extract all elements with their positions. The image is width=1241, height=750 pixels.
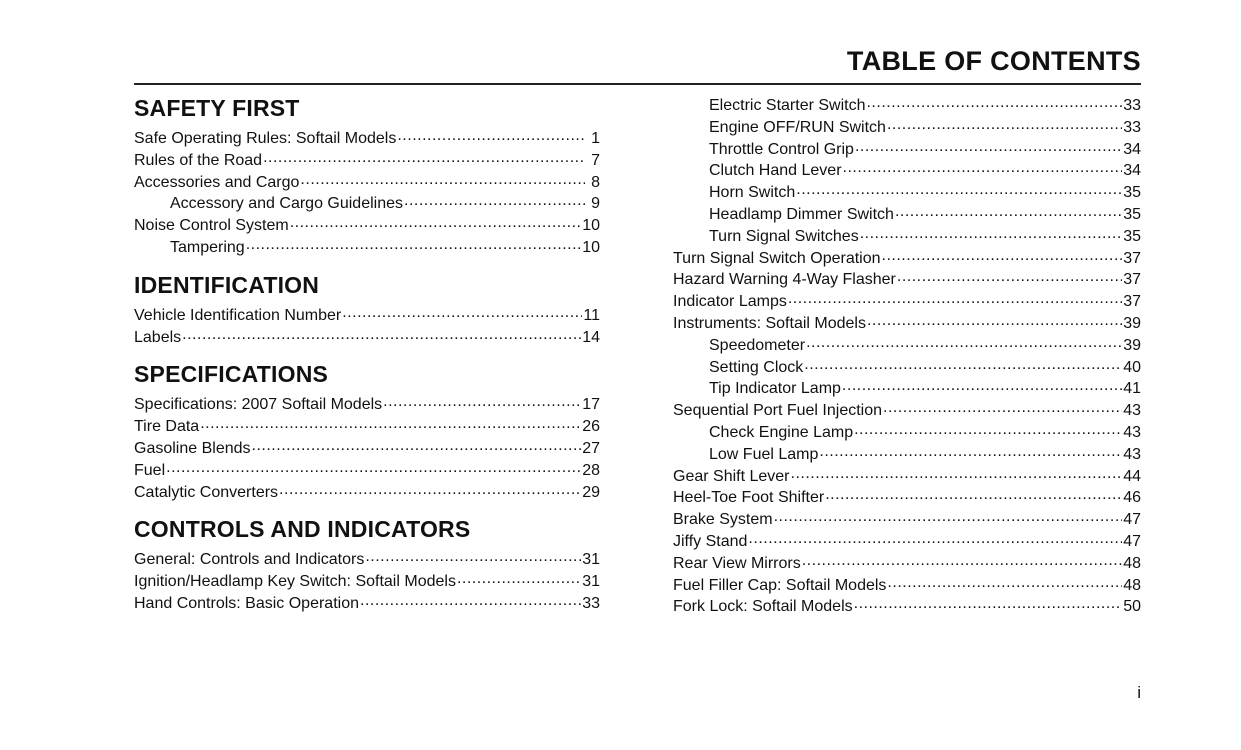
toc-entry-title: Rules of the Road (134, 151, 263, 169)
toc-entry-page: 46 (1123, 489, 1141, 507)
toc-entry-page: 11 (583, 306, 600, 324)
toc-entry-page: 29 (582, 483, 600, 501)
dot-leader (365, 550, 581, 564)
title-divider (134, 83, 1141, 85)
toc-entry[interactable] (673, 204, 1141, 226)
toc-entry-page: 9 (591, 195, 600, 213)
dot-leader (843, 161, 1123, 175)
toc-entry[interactable] (134, 416, 600, 438)
toc-entry-page: 43 (1123, 423, 1141, 441)
toc-entry-page: 34 (1123, 162, 1141, 180)
toc-entry[interactable] (134, 172, 600, 194)
dot-leader (383, 395, 581, 409)
toc-entry[interactable] (673, 531, 1141, 553)
toc-entry-title: Tampering (170, 238, 245, 256)
toc-entry-title: Heel-Toe Foot Shifter (673, 489, 825, 507)
toc-entry[interactable] (134, 128, 600, 150)
dot-leader (866, 96, 1122, 110)
toc-entry-title: Engine OFF/RUN Switch (709, 118, 886, 136)
toc-entry[interactable] (134, 150, 600, 172)
section-heading: SPECIFICATIONS (134, 361, 329, 388)
dot-leader (882, 249, 1123, 263)
dot-leader (867, 314, 1122, 328)
dot-leader (842, 379, 1122, 393)
toc-entry-title: Accessories and Cargo (134, 173, 300, 191)
toc-entry-page: 40 (1123, 358, 1141, 376)
toc-entry-page: 47 (1123, 511, 1141, 529)
page-number: i (1137, 683, 1141, 702)
toc-entry-page: 48 (1123, 554, 1141, 572)
dot-leader (300, 173, 585, 187)
toc-entry[interactable] (673, 160, 1141, 182)
toc-entry-title: Speedometer (709, 336, 806, 354)
right-column (673, 95, 1141, 618)
toc-entry[interactable] (673, 313, 1141, 335)
toc-entry-title: Tip Indicator Lamp (709, 380, 841, 398)
dot-leader (796, 183, 1122, 197)
toc-entry-page: 31 (582, 573, 600, 591)
toc-entry-page: 50 (1123, 598, 1141, 616)
dot-leader (854, 597, 1123, 611)
toc-entry-title: Instruments: Softail Models (673, 314, 866, 332)
dot-leader (360, 594, 581, 608)
dot-leader (806, 336, 1122, 350)
dot-leader (819, 445, 1122, 459)
toc-entry-page: 7 (591, 151, 600, 169)
toc-entry-page: 39 (1123, 336, 1141, 354)
toc-entry[interactable] (134, 571, 600, 593)
toc-entry-page: 37 (1123, 293, 1141, 311)
toc-entry[interactable] (673, 596, 1141, 618)
dot-leader (457, 572, 581, 586)
toc-entry-title: Noise Control System (134, 217, 289, 235)
toc-entry[interactable] (134, 327, 600, 349)
toc-entry-page: 33 (1123, 97, 1141, 114)
toc-entry[interactable] (134, 593, 600, 615)
toc-entry-page: 10 (582, 238, 600, 256)
toc-entry-page: 10 (582, 217, 600, 235)
toc-entry-title: Hazard Warning 4-Way Flasher (673, 271, 896, 289)
toc-entry-title: Horn Switch (709, 184, 796, 202)
toc-entry[interactable] (134, 193, 600, 215)
toc-entry-title: Ignition/Headlamp Key Switch: Softail Models (134, 573, 456, 591)
dot-leader (802, 554, 1122, 568)
dot-leader (854, 423, 1122, 437)
toc-entry[interactable] (673, 226, 1141, 248)
dot-leader (263, 151, 585, 165)
dot-leader (855, 140, 1122, 154)
toc-entry-title: Specifications: 2007 Softail Models (134, 396, 383, 414)
toc-entry-title: Brake System (673, 511, 773, 529)
dot-leader (825, 488, 1122, 502)
toc-entry-page: 27 (582, 439, 600, 457)
toc-entry-title: Gear Shift Lever (673, 467, 790, 485)
dot-leader (246, 238, 582, 252)
toc-entry-title: Fuel Filler Cap: Softail Models (673, 576, 887, 594)
toc-entry-page: 14 (582, 328, 600, 346)
dot-leader (342, 306, 582, 320)
dot-leader (279, 483, 581, 497)
dot-leader (748, 532, 1122, 546)
section-heading: CONTROLS AND INDICATORS (134, 516, 471, 543)
dot-leader (887, 576, 1122, 590)
dot-leader (887, 118, 1122, 132)
toc-entry-title: Jiffy Stand (673, 532, 748, 550)
toc-entry-title: Setting Clock (709, 358, 804, 376)
toc-entry[interactable] (673, 248, 1141, 270)
toc-entry-title: Low Fuel Lamp (709, 445, 819, 463)
toc-entry[interactable] (134, 215, 600, 237)
toc-entry-title: Clutch Hand Lever (709, 162, 842, 180)
toc-entry-page: 39 (1123, 314, 1141, 332)
toc-entry[interactable] (673, 269, 1141, 291)
toc-entry-page: 43 (1123, 402, 1141, 420)
toc-entry-page: 44 (1123, 467, 1141, 485)
dot-leader (791, 467, 1123, 481)
toc-entry-title: Electric Starter Switch (709, 97, 866, 114)
toc-entry-title: Labels (134, 328, 182, 346)
dot-leader (788, 292, 1122, 306)
toc-entry-title: Tire Data (134, 418, 200, 436)
dot-leader (290, 216, 581, 230)
toc-entry[interactable] (673, 400, 1141, 422)
toc-entry-page: 35 (1123, 184, 1141, 202)
toc-entry[interactable] (673, 466, 1141, 488)
toc-entry-title: Catalytic Converters (134, 483, 279, 501)
toc-entry-page: 1 (591, 130, 600, 147)
toc-entry[interactable] (673, 444, 1141, 466)
toc-entry[interactable] (673, 553, 1141, 575)
section-heading: IDENTIFICATION (134, 271, 320, 298)
toc-entry-title: Fork Lock: Softail Models (673, 598, 853, 616)
dot-leader (404, 194, 585, 208)
section-heading: SAFETY FIRST (134, 95, 300, 121)
toc-entry[interactable] (673, 357, 1141, 379)
toc-entry-title: Safe Operating Rules: Softail Models (134, 130, 397, 147)
toc-entry-page: 31 (582, 551, 600, 569)
toc-entry-page: 43 (1123, 445, 1141, 463)
toc-entry[interactable] (673, 95, 1141, 117)
toc-entry-page: 35 (1123, 205, 1141, 223)
toc-entry-page: 33 (1123, 118, 1141, 136)
toc-entry-title: Throttle Control Grip (709, 140, 854, 158)
dot-leader (200, 417, 581, 431)
toc-entry-page: 28 (582, 461, 600, 479)
toc-entry-title: Check Engine Lamp (709, 423, 854, 441)
toc-entry-title: Indicator Lamps (673, 293, 787, 311)
toc-entry-page: 48 (1123, 576, 1141, 594)
toc-entry[interactable] (134, 305, 600, 327)
toc-entry[interactable] (134, 482, 600, 504)
toc-entry-page: 17 (582, 396, 600, 414)
toc-entry-title: Rear View Mirrors (673, 554, 801, 572)
left-column (134, 90, 600, 615)
toc-entry-page: 33 (582, 594, 600, 612)
toc-entry[interactable] (673, 487, 1141, 509)
toc-entry-title: Fuel (134, 461, 166, 479)
toc-entry-page: 37 (1123, 271, 1141, 289)
toc-entry[interactable] (673, 291, 1141, 313)
toc-entry[interactable] (134, 460, 600, 482)
toc-entry[interactable] (134, 237, 600, 259)
toc-entry[interactable] (673, 139, 1141, 161)
toc-entry-title: Gasoline Blends (134, 439, 251, 457)
toc-entry-title: Headlamp Dimmer Switch (709, 205, 894, 223)
dot-leader (883, 401, 1122, 415)
toc-entry-title: Turn Signal Switch Operation (673, 249, 881, 267)
dot-leader (897, 270, 1122, 284)
toc-entry[interactable] (673, 422, 1141, 444)
toc-entry-title: Turn Signal Switches (709, 227, 859, 245)
toc-entry-page: 41 (1123, 380, 1141, 398)
toc-entry-title: General: Controls and Indicators (134, 551, 365, 569)
dot-leader (895, 205, 1122, 219)
toc-entry-page: 35 (1123, 227, 1141, 245)
toc-entry[interactable] (673, 575, 1141, 597)
toc-entry[interactable] (673, 182, 1141, 204)
toc-entry-page: 8 (591, 173, 600, 191)
toc-entry-page: 47 (1123, 532, 1141, 550)
toc-entry-page: 37 (1123, 249, 1141, 267)
dot-leader (182, 328, 581, 342)
toc-entry-title: Hand Controls: Basic Operation (134, 594, 359, 612)
toc-entry-title: Vehicle Identification Number (134, 306, 342, 324)
toc-entry-page: 26 (582, 418, 600, 436)
toc-entry[interactable] (673, 509, 1141, 531)
toc-entry[interactable] (134, 438, 600, 460)
toc-entry-title: Accessory and Cargo Guidelines (170, 195, 404, 213)
dot-leader (804, 358, 1122, 372)
dot-leader (774, 510, 1123, 524)
dot-leader (397, 129, 585, 143)
page-title: TABLE OF CONTENTS (846, 46, 1141, 76)
toc-entry[interactable] (673, 378, 1141, 400)
toc-entry[interactable] (134, 549, 600, 571)
dot-leader (166, 461, 581, 475)
toc-entry-page: 34 (1123, 140, 1141, 158)
toc-entry[interactable] (673, 335, 1141, 357)
toc-entry[interactable] (673, 117, 1141, 139)
toc-entry[interactable] (134, 394, 600, 416)
toc-entry-title: Sequential Port Fuel Injection (673, 402, 883, 420)
dot-leader (252, 439, 582, 453)
dot-leader (860, 227, 1123, 241)
